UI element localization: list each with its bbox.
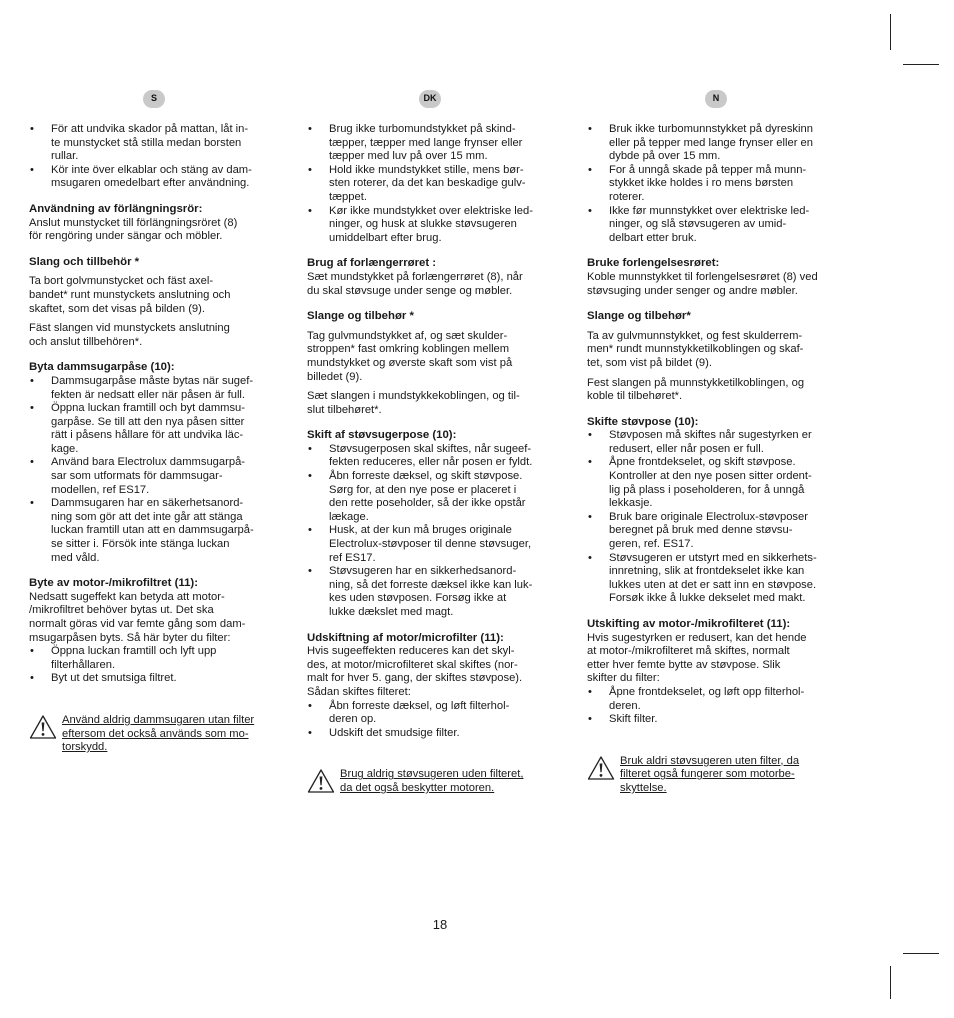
section-heading: Skifte støvpose (10): [587,415,699,428]
spacer [307,620,571,632]
paragraph: Sæt mundstykket på forlængerrøret (8), når du skal støvsuge under senge og møbler. [307,270,523,297]
paragraph: Ta av gulvmunnstykket, og fest skulderrem- men* rundt munnstykketilkoblingen og skaf- tet, som vist på bildet (9). [587,329,804,369]
spacer [587,298,851,310]
spacer [307,417,571,429]
spacer [29,191,293,203]
crop-mark-top-vertical [890,14,891,50]
bullet-item: • Använd bara Electrolux dammsugarpå- sar som utformats för dammsugar- modellen, ref ES17. [29,456,293,497]
warning-text: Brug aldrig støvsugeren uden filteret, da det også beskytter motoren. [340,768,524,794]
paragraph: Fest slangen på munnstykketilkoblingen, og koble til tilbehøret*. [587,376,805,403]
bullet-item: • Kör inte över elkablar och stäng av dam- msugaren omedelbart efter användning. [29,164,293,191]
paragraph: Hvis sugestyrken er redusert, kan det hende at motor-/mikrofilteret må skiftes, normalt etter hver femte bytte av støvpose. Slik skifter du filter: [587,631,807,685]
bullet-item: • For å unngå skade på tepper må munn- stykket ikke holdes i ro mens børsten roterer. [587,164,851,205]
spacer [587,606,851,618]
warning-note [587,755,851,796]
warning-text: Bruk aldri støvsugeren uten filter, da filteret også fungerer som motorbe- skyttelse. [620,754,800,794]
spacer [29,565,293,577]
spacer [29,349,293,361]
crop-mark-top-horizontal [903,64,939,65]
crop-mark-bottom-vertical [890,966,891,999]
section-heading: Utskifting av motor-/mikrofilteret (11): [587,618,791,630]
warning-note [29,714,293,755]
column-content [587,123,851,796]
warning-triangle-icon [29,714,57,740]
section-heading: Udskiftning af motor/microfilter (11): [307,631,504,644]
page-number: 18 [432,917,448,932]
spacer [29,686,293,714]
bullet-item: • Dammsugarpåse måste bytas när sugef- fekten är nedsatt eller när påsen är full. [29,375,293,402]
bullet-item: • Husk, at der kun må bruges originale Electrolux-støvposer til denne støvsuger, ref ES17. [307,524,571,565]
spacer [587,404,851,416]
section-heading: Slange og tilbehør * [307,310,414,323]
bullet-item: • Skift filter. [587,713,851,727]
section-heading: Slang och tillbehör * [29,255,140,268]
spacer [307,740,571,768]
section-heading: Byta dammsugarpåse (10): [29,361,175,374]
spacer [307,298,571,310]
language-badge-dk: DK [419,90,441,108]
language-badge-s: S [143,90,165,108]
spacer [307,245,571,257]
bullet-item: • Öppna luckan framtill och byt dammsu- garpåse. Se till att den nya påsen sitter rätt i påsens hållare för att undvika läc- kage. [29,402,293,456]
bullet-item: • Åpne frontdekselet, og skift støvpose. Kontroller at den nye posen sitter ordent- lig på plass i poseholderen, for å unngå lekkasje. [587,456,851,510]
paragraph: Fäst slangen vid munstyckets anslutning och anslut tillbehören*. [29,322,230,348]
section-heading: Slange og tilbehør* [587,310,691,323]
paragraph: Koble munnstykket til forlengelsesrøret (8) ved støvsuging under senger og andre møbler. [587,270,818,297]
bullet-item: • Støvsugeren er utstyrt med en sikkerhets- innretning, slik at frontdekselet ikke kan lukkes uten at det er satt inn en støvpose. Forsøk ikke å lukke dekselet med makt. [587,552,851,606]
bullet-item: • Åbn forreste dæksel, og skift støvpose. Sørg for, at den nye pose er placeret i den rette poseholder, så der ikke opstår lækage. [307,470,571,524]
bullet-item: • Åpne frontdekselet, og løft opp filterhol- deren. [587,686,851,713]
paragraph: Anslut munstycket till förlängningsröret (8) för rengöring under sängar och möbler. [29,216,238,243]
bullet-item: • Bruk ikke turbomunnstykket på dyreskinn eller på tepper med lange frynser eller en dybde på over 15 mm. [587,123,851,164]
bullet-item: • Ikke før munnstykket over elektriske led- ninger, og slå støvsugeren av umid- delbart etter bruk. [587,205,851,246]
paragraph: Ta bort golvmunstycket och fäst axel- bandet* runt munstyckets anslutning och skaftet, som det visas på bilden (9). [29,275,231,315]
spacer [587,245,851,257]
warning-triangle-icon [587,755,615,781]
paragraph: Hvis sugeeffekten reduceres kan det skyl- des, at motor/microfilteret skal skiftes (nor- malt for hver 5. gang, der skiftes støvpose). Sådan skiftes filteret: [307,645,523,698]
bullet-item: • Byt ut det smutsiga filtret. [29,672,293,686]
bullet-item: • Udskift det smudsige filter. [307,727,571,741]
spacer [29,244,293,256]
bullet-item: • Öppna luckan framtill och lyft upp filterhållaren. [29,645,293,672]
section-heading: Användning av förlängningsrör: [29,202,203,215]
bullet-item: • Åbn forreste dæksel, og løft filterhol- deren op. [307,700,571,727]
bullet-item: • Hold ikke mundstykket stille, mens bør- sten roterer, da det kan beskadige gulv- tæppet. [307,164,571,205]
paragraph: Sæt slangen i mundstykkekoblingen, og til- slut tilbehøret*. [307,390,520,416]
section-heading: Bruke forlengelsesrøret: [587,257,720,270]
section-heading: Skift af støvsugerpose (10): [307,429,457,442]
warning-text: Använd aldrig dammsugaren utan filter eftersom det också används som mo- torskydd. [62,713,255,754]
section-heading: Brug af forlængerrøret : [307,257,437,270]
bullet-item: • Kør ikke mundstykket over elektriske led- ninger, og husk at slukke støvsugeren umiddelbart efter brug. [307,205,571,246]
paragraph: Tag gulvmundstykket af, og sæt skulder- stroppen* fast omkring koblingen mellem mundstykket og øverste skaft som vist på billedet (9). [307,329,513,383]
warning-triangle-icon [307,768,335,794]
section-heading: Byte av motor-/mikrofiltret (11): [29,577,198,590]
crop-mark-bottom-horizontal [903,953,939,954]
bullet-item: • Støvsugeren har en sikkerhedsanord- ning, så det forreste dæksel ikke kan luk- kes uden støvposen. Forsøg ikke at lukke dækslet med magt. [307,565,571,619]
paragraph: Nedsatt sugeffekt kan betyda att motor- /mikrofiltret behöver bytas ut. Det ska normalt göras vid var femte gång som dam- msugarpåsen byts. Så här byter du filter: [29,590,246,644]
language-badge-n: N [705,90,727,108]
warning-note [307,768,571,798]
bullet-item: • Dammsugaren har en säkerhetsanord- ning som gör att det inte går att stänga luckan framtill utan att en dammsugarpå- se sitter i. Försök inte stänga luckan med våld. [29,497,293,565]
spacer [587,727,851,755]
bullet-item: • Bruk bare originale Electrolux-støvposer beregnet på bruk med denne støvsu- geren, ref. ES17. [587,511,851,552]
bullet-item: • För att undvika skador på mattan, låt in- te munstycket stå stilla medan borsten rullar. [29,123,293,164]
bullet-item: • Støvsugerposen skal skiftes, når sugeef- fekten reduceres, eller når posen er fyldt. [307,443,571,470]
column-content [307,123,571,798]
column-content [29,123,293,755]
bullet-item: • Støvposen må skiftes når sugestyrken er redusert, eller når posen er full. [587,429,851,456]
bullet-item: • Brug ikke turbomundstykket på skind- tæpper, tæpper med lange frynser eller tæpper med luv på over 15 mm. [307,123,571,164]
